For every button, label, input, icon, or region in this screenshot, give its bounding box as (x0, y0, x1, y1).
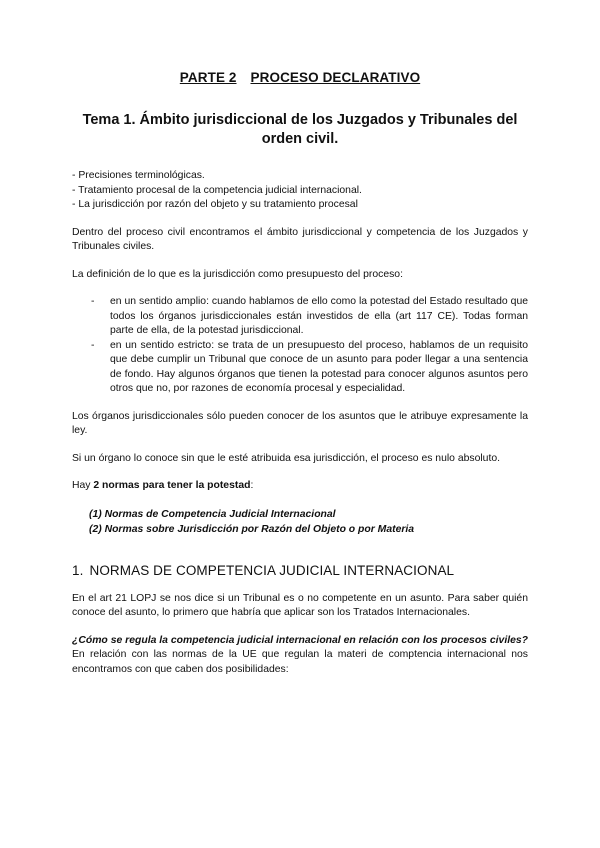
paragraph-art21: En el art 21 LOPJ se nos dice si un Tribunal es o no competente en un asunto. Para saber quién conoce del asunto, lo primero que habría que aplicar son los Tratados Internacionales. (72, 592, 528, 618)
normas-prefix: Hay (72, 480, 94, 491)
section-number: 1. (72, 562, 84, 578)
normas-intro (72, 479, 528, 494)
intro-point: - Precisiones terminológicas. (72, 170, 205, 181)
question-answer: En relación con las normas de la UE que regulan la materi de comptencia internacional nos encontramos con que caben dos posibilidades: (72, 649, 528, 675)
intro-points (72, 169, 528, 213)
norma-item: (1) Normas de Competencia Judicial Internacional (89, 508, 336, 520)
paragraph-definicion: La definición de lo que es la jurisdicción como presupuesto del proceso: (72, 268, 403, 280)
intro-point: - La jurisdicción por razón del objeto y su tratamiento procesal (72, 199, 358, 210)
sense-estricto: - en un sentido estricto: se trata de un presupuesto del proceso, hablamos de un requisito que debe cumplir un Tribunal que conoce de un asunto para poder llegar a una sentencia de fondo. Hay algunos órganos que tienen la potestad para conocer algunos asuntos pero otros que no, por razones de economía procesal y especialidad. (72, 339, 528, 397)
normas-list (89, 507, 528, 537)
sense-amplio: - en un sentido amplio: cuando hablamos de ello como la potestad del Estado resultado que todos los órganos jurisdiccionales están investidos de ella (art 117 CE). Todas forman parte de ella, de la potestad jurisdiccional. (72, 295, 528, 339)
paragraph-ambito: Dentro del proceso civil encontramos el ámbito jurisdiccional y competencia de los Juzgados y Tribunales civiles. (72, 226, 528, 252)
paragraph-organos: Los órganos jurisdiccionales sólo pueden conocer de los asuntos que le atribuye expresamente la ley. (72, 410, 528, 436)
paragraph-nulo: Si un órgano lo conoce sin que le esté atribuida esa jurisdicción, el proceso es nulo absoluto. (72, 452, 501, 464)
paragraph-question (72, 634, 528, 678)
section-heading (72, 563, 528, 578)
part-title: PROCESO DECLARATIVO (250, 70, 421, 85)
senses-list (72, 295, 528, 397)
section-title: NORMAS DE COMPETENCIA JUDICIAL INTERNACIONAL (89, 562, 455, 578)
intro-point: - Tratamiento procesal de la competencia judicial internacional. (72, 184, 362, 196)
part-heading (72, 70, 528, 85)
tema-title: Tema 1. Ámbito jurisdiccional de los Juzgados y Tribunales del orden civil. (82, 112, 518, 147)
question-text: ¿Cómo se regula la competencia judicial internacional en relación con los procesos civiles? (72, 634, 528, 646)
document-page (72, 70, 528, 690)
part-number: PARTE 2 (179, 70, 237, 85)
normas-suffix: : (250, 480, 254, 491)
normas-bold: 2 normas para tener la potestad (93, 480, 251, 491)
norma-item: (2) Normas sobre Jurisdicción por Razón del Objeto o por Materia (89, 523, 415, 535)
